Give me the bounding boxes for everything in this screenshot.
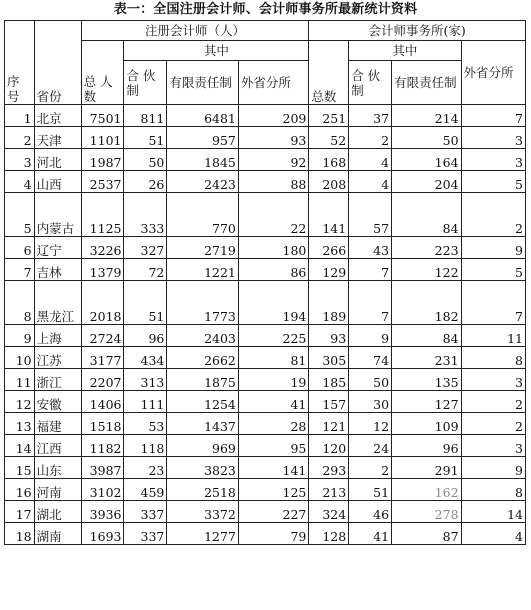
row-number: 4 bbox=[5, 171, 35, 193]
limited-firms-cell: 87 bbox=[392, 523, 461, 545]
branch-firms-cell: 3 bbox=[461, 127, 525, 149]
table-row bbox=[5, 127, 526, 149]
branch-cpa-cell: 86 bbox=[238, 259, 308, 281]
branch-cpa-cell: 194 bbox=[238, 281, 308, 325]
total-cpa-cell: 1125 bbox=[81, 193, 124, 237]
table-row bbox=[5, 501, 526, 523]
total-cpa-cell: 2018 bbox=[81, 281, 124, 325]
header-firm-group: 会计师事务所(家) bbox=[309, 21, 526, 41]
branch-cpa-cell: 125 bbox=[238, 479, 308, 501]
branch-firms-cell: 3 bbox=[461, 435, 525, 457]
partnership-cpa-cell: 72 bbox=[124, 259, 167, 281]
partnership-firms-cell: 2 bbox=[349, 457, 392, 479]
total-firms-cell: 324 bbox=[309, 501, 349, 523]
province-cell: 浙江 bbox=[34, 369, 81, 391]
row-number: 2 bbox=[5, 127, 35, 149]
row-number: 12 bbox=[5, 391, 35, 413]
table-row bbox=[5, 457, 526, 479]
total-firms-cell: 157 bbox=[309, 391, 349, 413]
branch-firms-cell: 9 bbox=[461, 457, 525, 479]
province-cell: 河南 bbox=[34, 479, 81, 501]
partnership-firms-cell: 37 bbox=[349, 105, 392, 127]
partnership-firms-cell: 7 bbox=[349, 281, 392, 325]
province-cell: 河北 bbox=[34, 149, 81, 171]
row-number: 13 bbox=[5, 413, 35, 435]
total-cpa-cell: 1379 bbox=[81, 259, 124, 281]
limited-cpa-cell: 1437 bbox=[167, 413, 239, 435]
total-firms-cell: 121 bbox=[309, 413, 349, 435]
table-row bbox=[5, 391, 526, 413]
partnership-cpa-cell: 459 bbox=[124, 479, 167, 501]
limited-firms-cell: 162 bbox=[392, 479, 461, 501]
partnership-firms-cell: 51 bbox=[349, 479, 392, 501]
limited-cpa-cell: 2403 bbox=[167, 325, 239, 347]
branch-firms-cell: 7 bbox=[461, 105, 525, 127]
row-number: 1 bbox=[5, 105, 35, 127]
total-firms-cell: 293 bbox=[309, 457, 349, 479]
partnership-cpa-cell: 96 bbox=[124, 325, 167, 347]
province-cell: 北京 bbox=[34, 105, 81, 127]
province-cell: 安徽 bbox=[34, 391, 81, 413]
limited-cpa-cell: 2518 bbox=[167, 479, 239, 501]
total-cpa-cell: 2724 bbox=[81, 325, 124, 347]
header-firm-partnership: 合 伙制 bbox=[349, 61, 392, 105]
limited-firms-cell: 135 bbox=[392, 369, 461, 391]
table-row bbox=[5, 479, 526, 501]
header-province: 省份 bbox=[34, 21, 81, 105]
row-number: 16 bbox=[5, 479, 35, 501]
branch-cpa-cell: 180 bbox=[238, 237, 308, 259]
limited-firms-cell: 50 bbox=[392, 127, 461, 149]
row-number: 9 bbox=[5, 325, 35, 347]
partnership-cpa-cell: 50 bbox=[124, 149, 167, 171]
partnership-firms-cell: 43 bbox=[349, 237, 392, 259]
partnership-firms-cell: 24 bbox=[349, 435, 392, 457]
branch-cpa-cell: 92 bbox=[238, 149, 308, 171]
header-branch: 外省分所 bbox=[238, 61, 308, 105]
table-row bbox=[5, 149, 526, 171]
partnership-firms-cell: 30 bbox=[349, 391, 392, 413]
statistics-table bbox=[4, 20, 526, 545]
total-firms-cell: 168 bbox=[309, 149, 349, 171]
partnership-firms-cell: 4 bbox=[349, 149, 392, 171]
total-cpa-cell: 3226 bbox=[81, 237, 124, 259]
total-cpa-cell: 3102 bbox=[81, 479, 124, 501]
table-body bbox=[5, 105, 526, 545]
table-row bbox=[5, 435, 526, 457]
limited-firms-cell: 291 bbox=[392, 457, 461, 479]
limited-firms-cell: 278 bbox=[392, 501, 461, 523]
branch-cpa-cell: 41 bbox=[238, 391, 308, 413]
table-row bbox=[5, 237, 526, 259]
header-total-firms: 总数 bbox=[309, 41, 349, 105]
branch-firms-cell: 2 bbox=[461, 413, 525, 435]
total-firms-cell: 128 bbox=[309, 523, 349, 545]
branch-cpa-cell: 209 bbox=[238, 105, 308, 127]
branch-firms-cell: 5 bbox=[461, 171, 525, 193]
total-cpa-cell: 1518 bbox=[81, 413, 124, 435]
limited-cpa-cell: 969 bbox=[167, 435, 239, 457]
branch-cpa-cell: 95 bbox=[238, 435, 308, 457]
total-cpa-cell: 1987 bbox=[81, 149, 124, 171]
branch-cpa-cell: 22 bbox=[238, 193, 308, 237]
limited-cpa-cell: 1845 bbox=[167, 149, 239, 171]
limited-cpa-cell: 1277 bbox=[167, 523, 239, 545]
branch-cpa-cell: 19 bbox=[238, 369, 308, 391]
row-number: 7 bbox=[5, 259, 35, 281]
table-row bbox=[5, 523, 526, 545]
partnership-firms-cell: 50 bbox=[349, 369, 392, 391]
branch-firms-cell: 3 bbox=[461, 369, 525, 391]
partnership-cpa-cell: 118 bbox=[124, 435, 167, 457]
total-firms-cell: 305 bbox=[309, 347, 349, 369]
branch-firms-cell: 5 bbox=[461, 259, 525, 281]
row-number: 15 bbox=[5, 457, 35, 479]
total-cpa-cell: 3177 bbox=[81, 347, 124, 369]
table-row bbox=[5, 259, 526, 281]
province-cell: 黑龙江 bbox=[34, 281, 81, 325]
header-partnership: 合 伙制 bbox=[124, 61, 167, 105]
total-cpa-cell: 1406 bbox=[81, 391, 124, 413]
total-firms-cell: 185 bbox=[309, 369, 349, 391]
table-row bbox=[5, 281, 526, 325]
province-cell: 山东 bbox=[34, 457, 81, 479]
branch-firms-cell: 2 bbox=[461, 391, 525, 413]
branch-cpa-cell: 93 bbox=[238, 127, 308, 149]
row-number: 5 bbox=[5, 193, 35, 237]
partnership-cpa-cell: 111 bbox=[124, 391, 167, 413]
total-firms-cell: 189 bbox=[309, 281, 349, 325]
limited-firms-cell: 164 bbox=[392, 149, 461, 171]
branch-firms-cell: 3 bbox=[461, 149, 525, 171]
branch-firms-cell: 8 bbox=[461, 347, 525, 369]
total-firms-cell: 213 bbox=[309, 479, 349, 501]
partnership-cpa-cell: 313 bbox=[124, 369, 167, 391]
limited-firms-cell: 223 bbox=[392, 237, 461, 259]
limited-firms-cell: 204 bbox=[392, 171, 461, 193]
limited-cpa-cell: 3823 bbox=[167, 457, 239, 479]
partnership-firms-cell: 9 bbox=[349, 325, 392, 347]
header-firm-limited: 有限责任制 bbox=[392, 61, 461, 105]
table-row bbox=[5, 171, 526, 193]
province-cell: 山西 bbox=[34, 171, 81, 193]
total-firms-cell: 266 bbox=[309, 237, 349, 259]
limited-firms-cell: 84 bbox=[392, 193, 461, 237]
total-firms-cell: 208 bbox=[309, 171, 349, 193]
partnership-cpa-cell: 327 bbox=[124, 237, 167, 259]
total-cpa-cell: 7501 bbox=[81, 105, 124, 127]
table-row bbox=[5, 369, 526, 391]
limited-cpa-cell: 1221 bbox=[167, 259, 239, 281]
branch-cpa-cell: 88 bbox=[238, 171, 308, 193]
row-number: 17 bbox=[5, 501, 35, 523]
table-title: 表一：全国注册会计师、会计师事务所最新统计资料 bbox=[113, 2, 418, 17]
partnership-firms-cell: 7 bbox=[349, 259, 392, 281]
total-cpa-cell: 2537 bbox=[81, 171, 124, 193]
limited-cpa-cell: 3372 bbox=[167, 501, 239, 523]
limited-cpa-cell: 1254 bbox=[167, 391, 239, 413]
table-row bbox=[5, 347, 526, 369]
province-cell: 江西 bbox=[34, 435, 81, 457]
header-cpa-of-which: 其中 bbox=[124, 41, 309, 61]
partnership-cpa-cell: 23 bbox=[124, 457, 167, 479]
row-number: 8 bbox=[5, 281, 35, 325]
branch-cpa-cell: 225 bbox=[238, 325, 308, 347]
province-cell: 湖南 bbox=[34, 523, 81, 545]
branch-firms-cell: 11 bbox=[461, 325, 525, 347]
limited-cpa-cell: 770 bbox=[167, 193, 239, 237]
total-firms-cell: 93 bbox=[309, 325, 349, 347]
limited-firms-cell: 127 bbox=[392, 391, 461, 413]
partnership-cpa-cell: 53 bbox=[124, 413, 167, 435]
limited-firms-cell: 96 bbox=[392, 435, 461, 457]
total-firms-cell: 141 bbox=[309, 193, 349, 237]
partnership-cpa-cell: 337 bbox=[124, 523, 167, 545]
province-cell: 天津 bbox=[34, 127, 81, 149]
total-cpa-cell: 2207 bbox=[81, 369, 124, 391]
total-firms-cell: 129 bbox=[309, 259, 349, 281]
row-number: 18 bbox=[5, 523, 35, 545]
table-row bbox=[5, 325, 526, 347]
partnership-cpa-cell: 337 bbox=[124, 501, 167, 523]
partnership-firms-cell: 57 bbox=[349, 193, 392, 237]
total-cpa-cell: 3987 bbox=[81, 457, 124, 479]
partnership-cpa-cell: 811 bbox=[124, 105, 167, 127]
partnership-cpa-cell: 434 bbox=[124, 347, 167, 369]
partnership-firms-cell: 12 bbox=[349, 413, 392, 435]
limited-firms-cell: 182 bbox=[392, 281, 461, 325]
total-cpa-cell: 1693 bbox=[81, 523, 124, 545]
limited-cpa-cell: 957 bbox=[167, 127, 239, 149]
branch-cpa-cell: 28 bbox=[238, 413, 308, 435]
province-cell: 辽宁 bbox=[34, 237, 81, 259]
branch-firms-cell: 4 bbox=[461, 523, 525, 545]
row-number: 6 bbox=[5, 237, 35, 259]
province-cell: 湖北 bbox=[34, 501, 81, 523]
limited-firms-cell: 109 bbox=[392, 413, 461, 435]
partnership-cpa-cell: 26 bbox=[124, 171, 167, 193]
total-firms-cell: 251 bbox=[309, 105, 349, 127]
limited-firms-cell: 122 bbox=[392, 259, 461, 281]
limited-cpa-cell: 1875 bbox=[167, 369, 239, 391]
province-cell: 福建 bbox=[34, 413, 81, 435]
row-number: 14 bbox=[5, 435, 35, 457]
total-firms-cell: 52 bbox=[309, 127, 349, 149]
branch-firms-cell: 8 bbox=[461, 479, 525, 501]
partnership-firms-cell: 4 bbox=[349, 171, 392, 193]
row-number: 10 bbox=[5, 347, 35, 369]
limited-cpa-cell: 1773 bbox=[167, 281, 239, 325]
province-cell: 江苏 bbox=[34, 347, 81, 369]
header-seq: 序号 bbox=[5, 21, 35, 105]
limited-firms-cell: 214 bbox=[392, 105, 461, 127]
branch-cpa-cell: 227 bbox=[238, 501, 308, 523]
branch-cpa-cell: 79 bbox=[238, 523, 308, 545]
branch-firms-cell: 14 bbox=[461, 501, 525, 523]
partnership-firms-cell: 74 bbox=[349, 347, 392, 369]
partnership-firms-cell: 41 bbox=[349, 523, 392, 545]
limited-cpa-cell: 2662 bbox=[167, 347, 239, 369]
branch-firms-cell: 9 bbox=[461, 237, 525, 259]
limited-firms-cell: 84 bbox=[392, 325, 461, 347]
row-number: 3 bbox=[5, 149, 35, 171]
limited-cpa-cell: 6481 bbox=[167, 105, 239, 127]
province-cell: 内蒙古 bbox=[34, 193, 81, 237]
table-row bbox=[5, 413, 526, 435]
limited-cpa-cell: 2423 bbox=[167, 171, 239, 193]
partnership-firms-cell: 46 bbox=[349, 501, 392, 523]
branch-cpa-cell: 81 bbox=[238, 347, 308, 369]
header-cpa-group: 注册会计师（人） bbox=[81, 21, 309, 41]
partnership-cpa-cell: 51 bbox=[124, 127, 167, 149]
partnership-cpa-cell: 51 bbox=[124, 281, 167, 325]
branch-cpa-cell: 141 bbox=[238, 457, 308, 479]
total-firms-cell: 120 bbox=[309, 435, 349, 457]
partnership-firms-cell: 2 bbox=[349, 127, 392, 149]
table-row bbox=[5, 105, 526, 127]
header-limited: 有限责任制 bbox=[167, 61, 239, 105]
header-firm-of-which: 其中 bbox=[349, 41, 461, 61]
limited-firms-cell: 231 bbox=[392, 347, 461, 369]
total-cpa-cell: 1182 bbox=[81, 435, 124, 457]
table-row bbox=[5, 193, 526, 237]
total-cpa-cell: 3936 bbox=[81, 501, 124, 523]
province-cell: 上海 bbox=[34, 325, 81, 347]
branch-firms-cell: 7 bbox=[461, 281, 525, 325]
province-cell: 吉林 bbox=[34, 259, 81, 281]
total-cpa-cell: 1101 bbox=[81, 127, 124, 149]
header-total-people: 总 人数 bbox=[81, 41, 124, 105]
partnership-cpa-cell: 333 bbox=[124, 193, 167, 237]
header-firm-branch: 外省分所 bbox=[461, 41, 525, 105]
limited-cpa-cell: 2719 bbox=[167, 237, 239, 259]
branch-firms-cell: 2 bbox=[461, 193, 525, 237]
row-number: 11 bbox=[5, 369, 35, 391]
